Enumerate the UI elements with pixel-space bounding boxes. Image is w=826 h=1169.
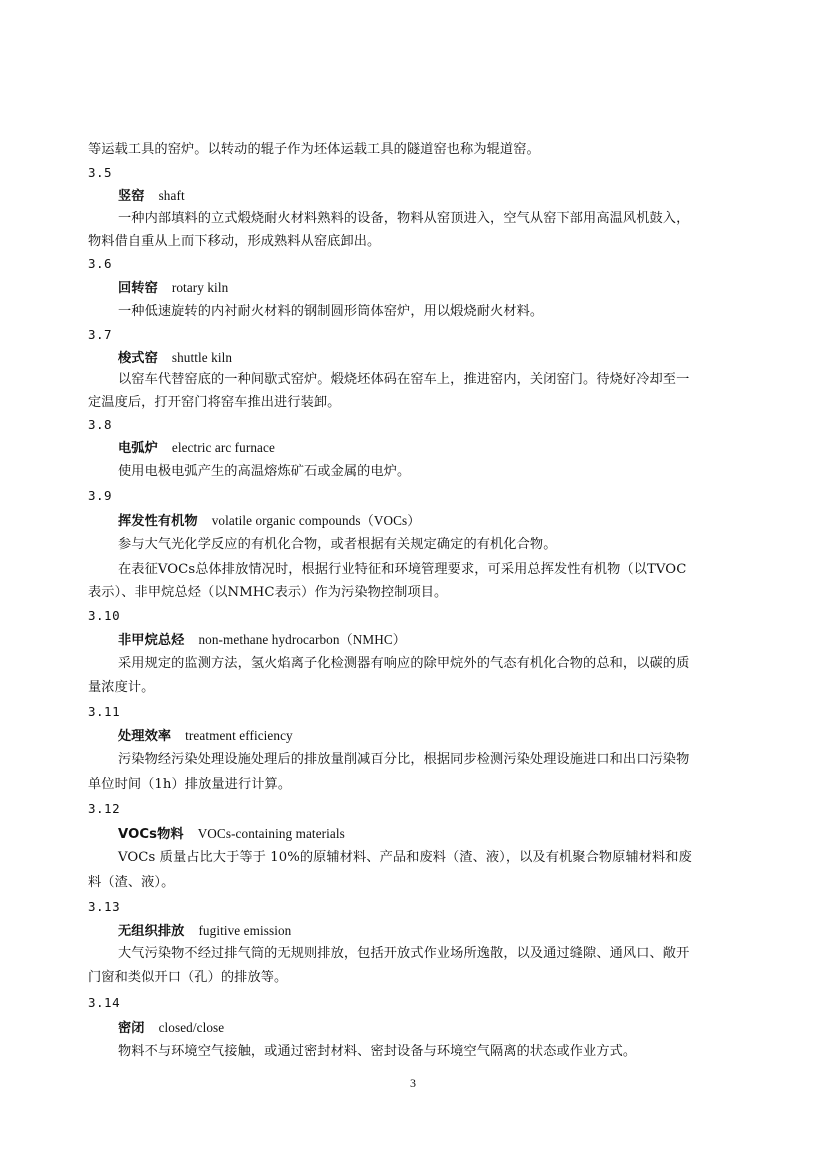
term-english: closed/close (158, 1020, 225, 1035)
definition-text: 参与大气光化学反应的有机化合物，或者根据有关规定确定的有机化合物。 (118, 537, 557, 552)
definition-text: 定温度后，打开窑门将窑车推出进行装卸。 (88, 395, 341, 410)
term-english: shaft (158, 188, 185, 203)
term-heading (118, 825, 738, 844)
term-english: treatment efficiency (185, 728, 293, 743)
definition-text: 单位时间（1h）排放量进行计算。 (88, 777, 292, 792)
term-heading (118, 631, 738, 650)
body-text: 等运载工具的窑炉。以转动的辊子作为坯体运载工具的隧道窑也称为辊道窑。 (88, 142, 540, 157)
clause-number: 3.5 (88, 165, 113, 180)
note-text: 表示）、非甲烷总烃（以NMHC表示）作为污染物控制项目。 (88, 585, 448, 600)
term-chinese: 密闭 (118, 1021, 145, 1036)
definition-text: 污染物经污染处理设施处理后的排放量削减百分比，根据同步检测污染处理设施进口和出口污染物 (118, 752, 690, 767)
term-chinese: VOCs物料 (118, 827, 184, 842)
term-heading (118, 512, 738, 531)
term-english: VOCs-containing materials (197, 826, 345, 841)
clause-number: 3.13 (88, 899, 121, 914)
term-chinese: 回转窑 (118, 281, 158, 296)
definition-text: 一种低速旋转的内衬耐火材料的钢制圆形筒体窑炉，用以煅烧耐火材料。 (118, 304, 544, 319)
definition-text: 使用电极电弧产生的高温熔炼矿石或金属的电炉。 (118, 464, 411, 479)
term-heading (118, 187, 738, 206)
clause-number: 3.9 (88, 488, 113, 503)
clause-number: 3.12 (88, 801, 121, 816)
term-heading (118, 279, 738, 298)
page-number: 3 (410, 1076, 416, 1090)
definition-text: 料（渣、液）。 (88, 875, 175, 890)
clause-number: 3.11 (88, 704, 121, 719)
definition-text: 大气污染物不经过排气筒的无规则排放，包括开放式作业场所逸散，以及通过缝隙、通风口、敞开 (118, 946, 690, 961)
term-heading (118, 349, 738, 368)
note-text: 在表征VOCs总体排放情况时，根据行业特征和环境管理要求，可采用总挥发性有机物（以TVOC (118, 562, 687, 577)
term-english: fugitive emission (198, 923, 292, 938)
definition-text: 以窑车代替窑底的一种间歇式窑炉。煅烧坯体码在窑车上，推进窑内，关闭窑门。待烧好冷却至一 (118, 372, 690, 387)
term-english: volatile organic compounds（VOCs） (211, 513, 421, 528)
term-chinese: 竖窑 (118, 189, 145, 204)
term-heading (118, 1019, 738, 1038)
term-heading (118, 439, 738, 458)
term-chinese: 挥发性有机物 (118, 514, 198, 529)
clause-number: 3.8 (88, 417, 113, 432)
definition-text: VOCs 质量占比大于等于 10%的原辅材料、产品和废料（渣、液），以及有机聚合物原辅材料和废 (118, 850, 692, 865)
term-heading (118, 727, 738, 746)
term-chinese: 非甲烷总烃 (118, 633, 185, 648)
clause-number: 3.14 (88, 995, 121, 1010)
definition-text: 一种内部填料的立式煅烧耐火材料熟料的设备，物料从窑顶进入，空气从窑下部用高温风机鼓入， (118, 211, 690, 226)
clause-number: 3.10 (88, 608, 121, 623)
clause-number: 3.6 (88, 256, 113, 271)
definition-text: 量浓度计。 (88, 680, 155, 695)
definition-text: 采用规定的监测方法，氢火焰离子化检测器有响应的除甲烷外的气态有机化合物的总和，以碳的质 (118, 656, 690, 671)
term-english: non-methane hydrocarbon（NMHC） (198, 632, 407, 647)
term-english: shuttle kiln (171, 350, 233, 365)
term-english: electric arc furnace (171, 440, 275, 455)
definition-text: 物料借自重从上而下移动，形成熟料从窑底卸出。 (88, 234, 381, 249)
term-chinese: 电弧炉 (118, 441, 158, 456)
definition-text: 物料不与环境空气接触，或通过密封材料、密封设备与环境空气隔离的状态或作业方式。 (118, 1044, 637, 1059)
term-heading (118, 922, 738, 941)
definition-text: 门窗和类似开口（孔）的排放等。 (88, 970, 288, 985)
term-english: rotary kiln (171, 280, 229, 295)
term-chinese: 处理效率 (118, 729, 172, 744)
clause-number: 3.7 (88, 327, 113, 342)
term-chinese: 无组织排放 (118, 924, 185, 939)
term-chinese: 梭式窑 (118, 351, 158, 366)
